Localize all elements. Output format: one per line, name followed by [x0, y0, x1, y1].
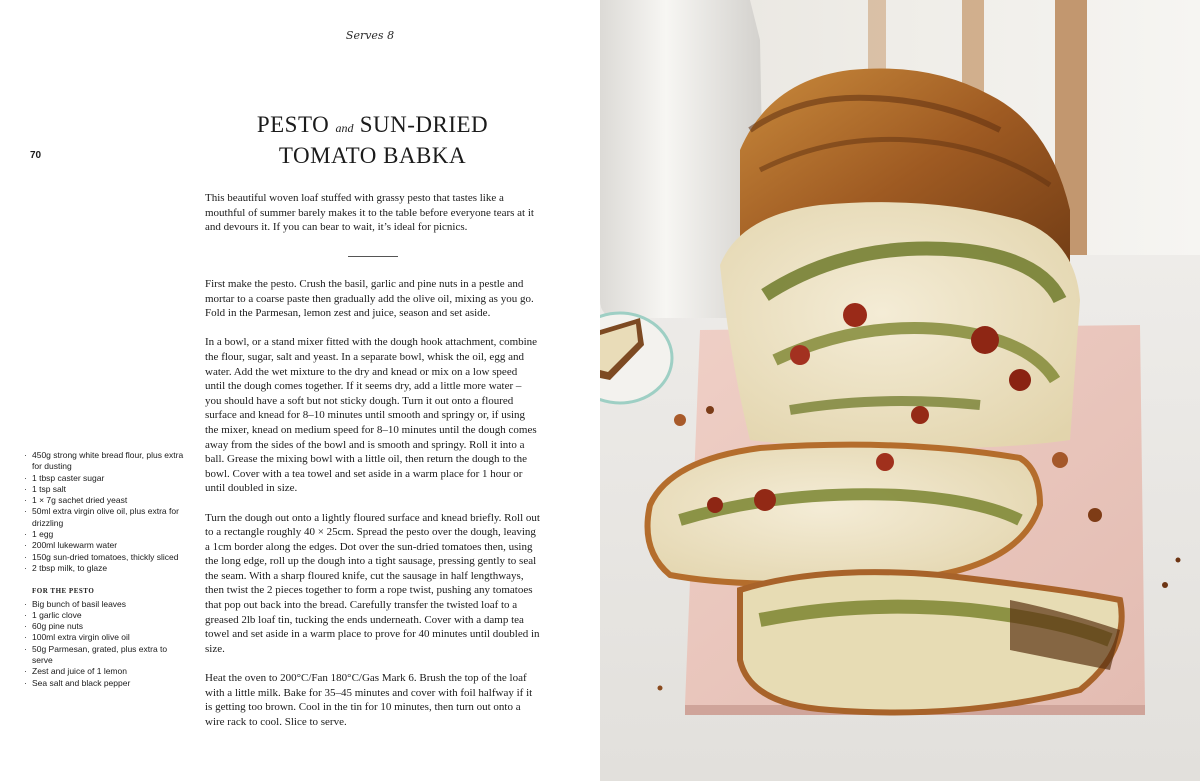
- ingredient-item: · 1 tbsp caster sugar: [24, 473, 184, 484]
- pesto-ingredient-item: · 50g Parmesan, grated, plus extra to serve: [24, 644, 184, 667]
- ingredient-item: · 50ml extra virgin olive oil, plus extra for drizzling: [24, 506, 184, 529]
- ingredient-item: · 1 × 7g sachet dried yeast: [24, 495, 184, 506]
- pesto-ingredient-item: · 60g pine nuts: [24, 621, 184, 632]
- pesto-ingredient-item: · Big bunch of basil leaves: [24, 599, 184, 610]
- title-connector: and: [335, 121, 354, 135]
- method-step: In a bowl, or a stand mixer fitted with the dough hook attachment, combine the flour, sugar, salt and yeast. In a separate bowl, whisk the oil, egg and water. Add the wet mixture to the dry and knead or mix on a low speed until the dough comes together. If it seems dry, add a little more water – you should have a soft but not sticky dough. Turn it out onto a floured surface and knead for 8–10 minutes until smooth and springy or, if using the mixer, knead on medium speed for 8–10 minutes until the dough comes away from the sides of the bowl and is smooth and springy. Roll it into a ball. Grease the mixing bowl with a little oil, then return the dough to the bowl. Cover with a tea towel and set aside in a warm place for 1 hour or until doubled in size.: [205, 336, 538, 495]
- ingredient-item: · 1 tsp salt: [24, 484, 184, 495]
- title-line-2: TOMATO BABKA: [278, 143, 467, 168]
- ingredient-item: · 450g strong white bread flour, plus extra for dusting: [24, 450, 184, 473]
- pesto-heading: FOR THE PESTO: [32, 587, 95, 596]
- method-step: Turn the dough out onto a lightly floured surface and knead briefly. Roll out to a rectangle roughly 40 × 25cm. Spread the pesto over the dough, leaving a 1cm border along the edges. Dot over the sun-dried tomatoes then, using the long edge, roll up the dough into a tight sausage, pressing gently to seal the seam. With a sharp floured knife, cut the sausage in half lengthways, then twist the 2 pieces together to form a rope twist, pushing any tomatoes that pop out back into the bread. Carefully transfer the twisted loaf to a greased 2lb loaf tin, tucking the ends underneath. Cover with a damp tea towel and set aside in a warm place to prove for 40 minutes until doubled in size.: [205, 511, 540, 655]
- recipe-intro: This beautiful woven loaf stuffed with grassy pesto that tastes like a mouthful of summer barely makes it to the table before everyone tears at it and devours it. If you can bear to wait, it’s ideal for picnics.: [205, 192, 534, 234]
- method-section: [205, 277, 540, 744]
- pesto-ingredient-item: · 100ml extra virgin olive oil: [24, 632, 184, 643]
- method-step: Heat the oven to 200°C/Fan 180°C/Gas Mark 6. Brush the top of the loaf with a little milk. Bake for 35–45 minutes and cover with foil halfway if it is getting too brown. Cool in the tin for 10 minutes, then turn out onto a wire rack to cool. Slice to serve.: [205, 672, 533, 728]
- babka-photo: [600, 0, 1200, 781]
- page-number: 70: [30, 150, 42, 161]
- serves-label: Serves 8: [345, 29, 395, 42]
- ingredient-item: · 1 egg: [24, 529, 184, 540]
- recipe-title: [205, 111, 540, 169]
- ingredient-item: · 2 tbsp milk, to glaze: [24, 563, 184, 574]
- ingredient-item: · 200ml lukewarm water: [24, 540, 184, 551]
- title-part-1: PESTO: [256, 112, 330, 137]
- method-step: First make the pesto. Crush the basil, garlic and pine nuts in a pestle and mortar to a coarse paste then gradually add the olive oil, mixing as you go. Fold in the Parmesan, lemon zest and juice, season and set aside.: [205, 278, 534, 320]
- pesto-ingredient-item: · Zest and juice of 1 lemon: [24, 666, 184, 677]
- pesto-ingredient-item: · 1 garlic clove: [24, 610, 184, 621]
- ingredients-list: [24, 450, 184, 689]
- ingredient-item: · 150g sun-dried tomatoes, thickly sliced: [24, 552, 184, 563]
- pesto-ingredient-item: · Sea salt and black pepper: [24, 678, 184, 689]
- title-part-2: SUN-DRIED: [359, 112, 489, 137]
- section-divider: [348, 256, 398, 257]
